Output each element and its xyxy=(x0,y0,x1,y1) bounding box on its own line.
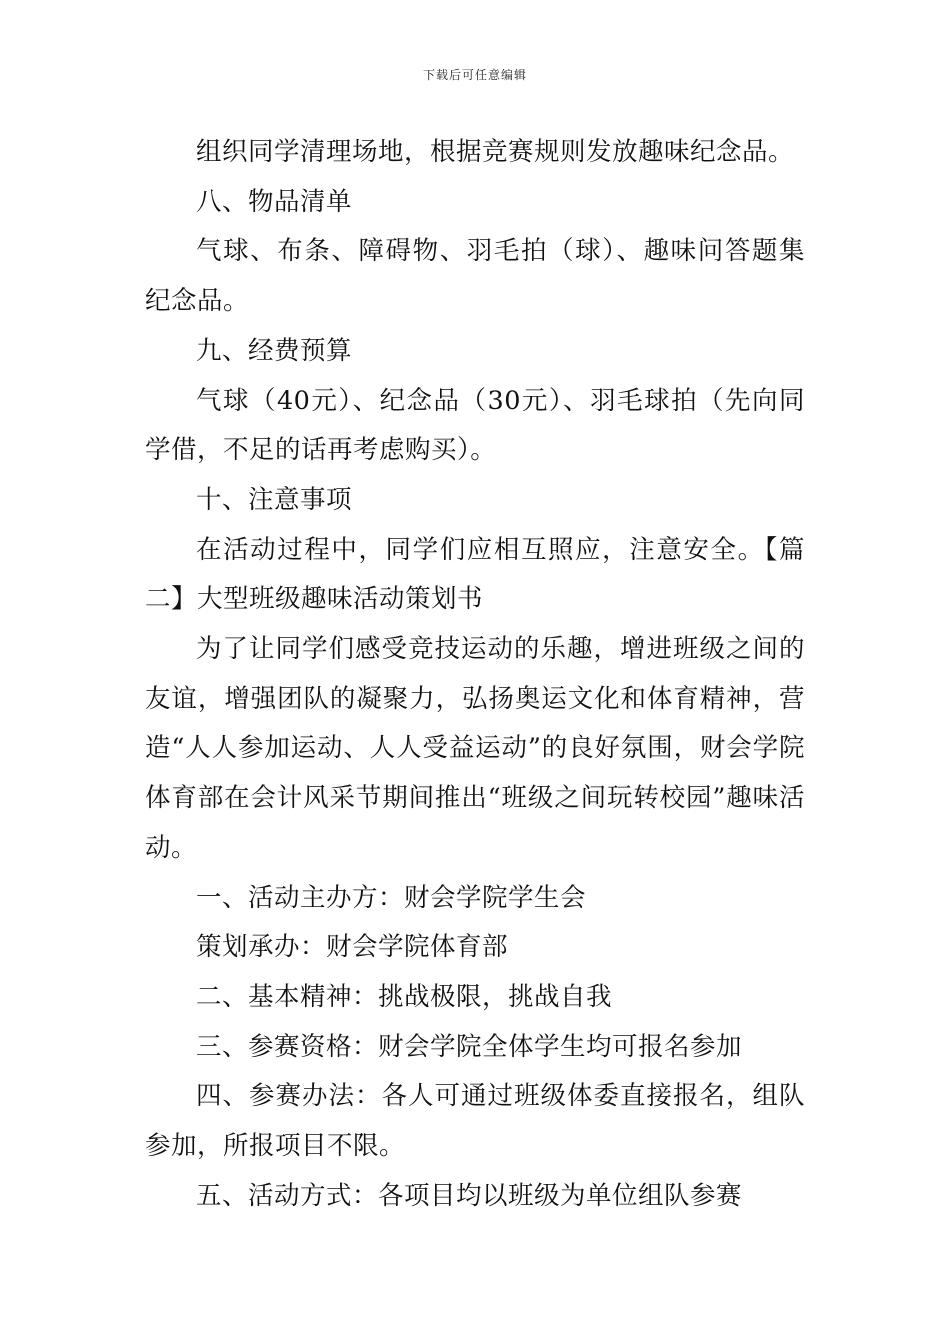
paragraph-item-list: 气球、布条、障碍物、羽毛拍（球）、趣味问答题集纪念品。 xyxy=(145,236,805,317)
header-note: 下载后可任意编辑 xyxy=(422,68,527,82)
paragraph-planner: 策划承办：财会学院体育部 xyxy=(196,932,509,963)
document-body xyxy=(145,128,805,1221)
paragraph-safety: 在活动过程中，同学们应相互照应，注意安全。【篇二】大型班级趣味活动策划书 xyxy=(145,534,805,615)
paragraph-cleanup: 组织同学清理场地，根据竞赛规则发放趣味纪念品。 xyxy=(196,137,795,167)
heading-item-list: 八、物品清单 xyxy=(196,186,353,217)
paragraph-budget: 气球（40元）、纪念品（30元）、羽毛球拍（先向同学借，不足的话再考虑购买）。 xyxy=(145,385,805,466)
heading-budget: 九、经费预算 xyxy=(196,335,353,366)
paragraph-intro: 为了让同学们感受竞技运动的乐趣，增进班级之间的友谊，增强团队的凝聚力，弘扬奥运文化和体育精神，营造“人人参加运动、人人受益运动”的良好氛围，财会学院体育部在会计风采节期间推出“班级之间玩转校园”趣味活动。 xyxy=(145,634,805,863)
paragraph-organizer: 一、活动主办方：财会学院学生会 xyxy=(196,882,587,913)
paragraph-registration: 四、参赛办法：各人可通过班级体委直接报名，组队参加，所报项目不限。 xyxy=(145,1081,805,1162)
paragraph-format: 五、活动方式：各项目均以班级为单位组队参赛 xyxy=(196,1180,743,1211)
paragraph-spirit: 二、基本精神：挑战极限，挑战自我 xyxy=(196,981,613,1012)
paragraph-eligibility: 三、参赛资格：财会学院全体学生均可报名参加 xyxy=(196,1031,743,1062)
heading-notes: 十、注意事项 xyxy=(196,484,353,515)
